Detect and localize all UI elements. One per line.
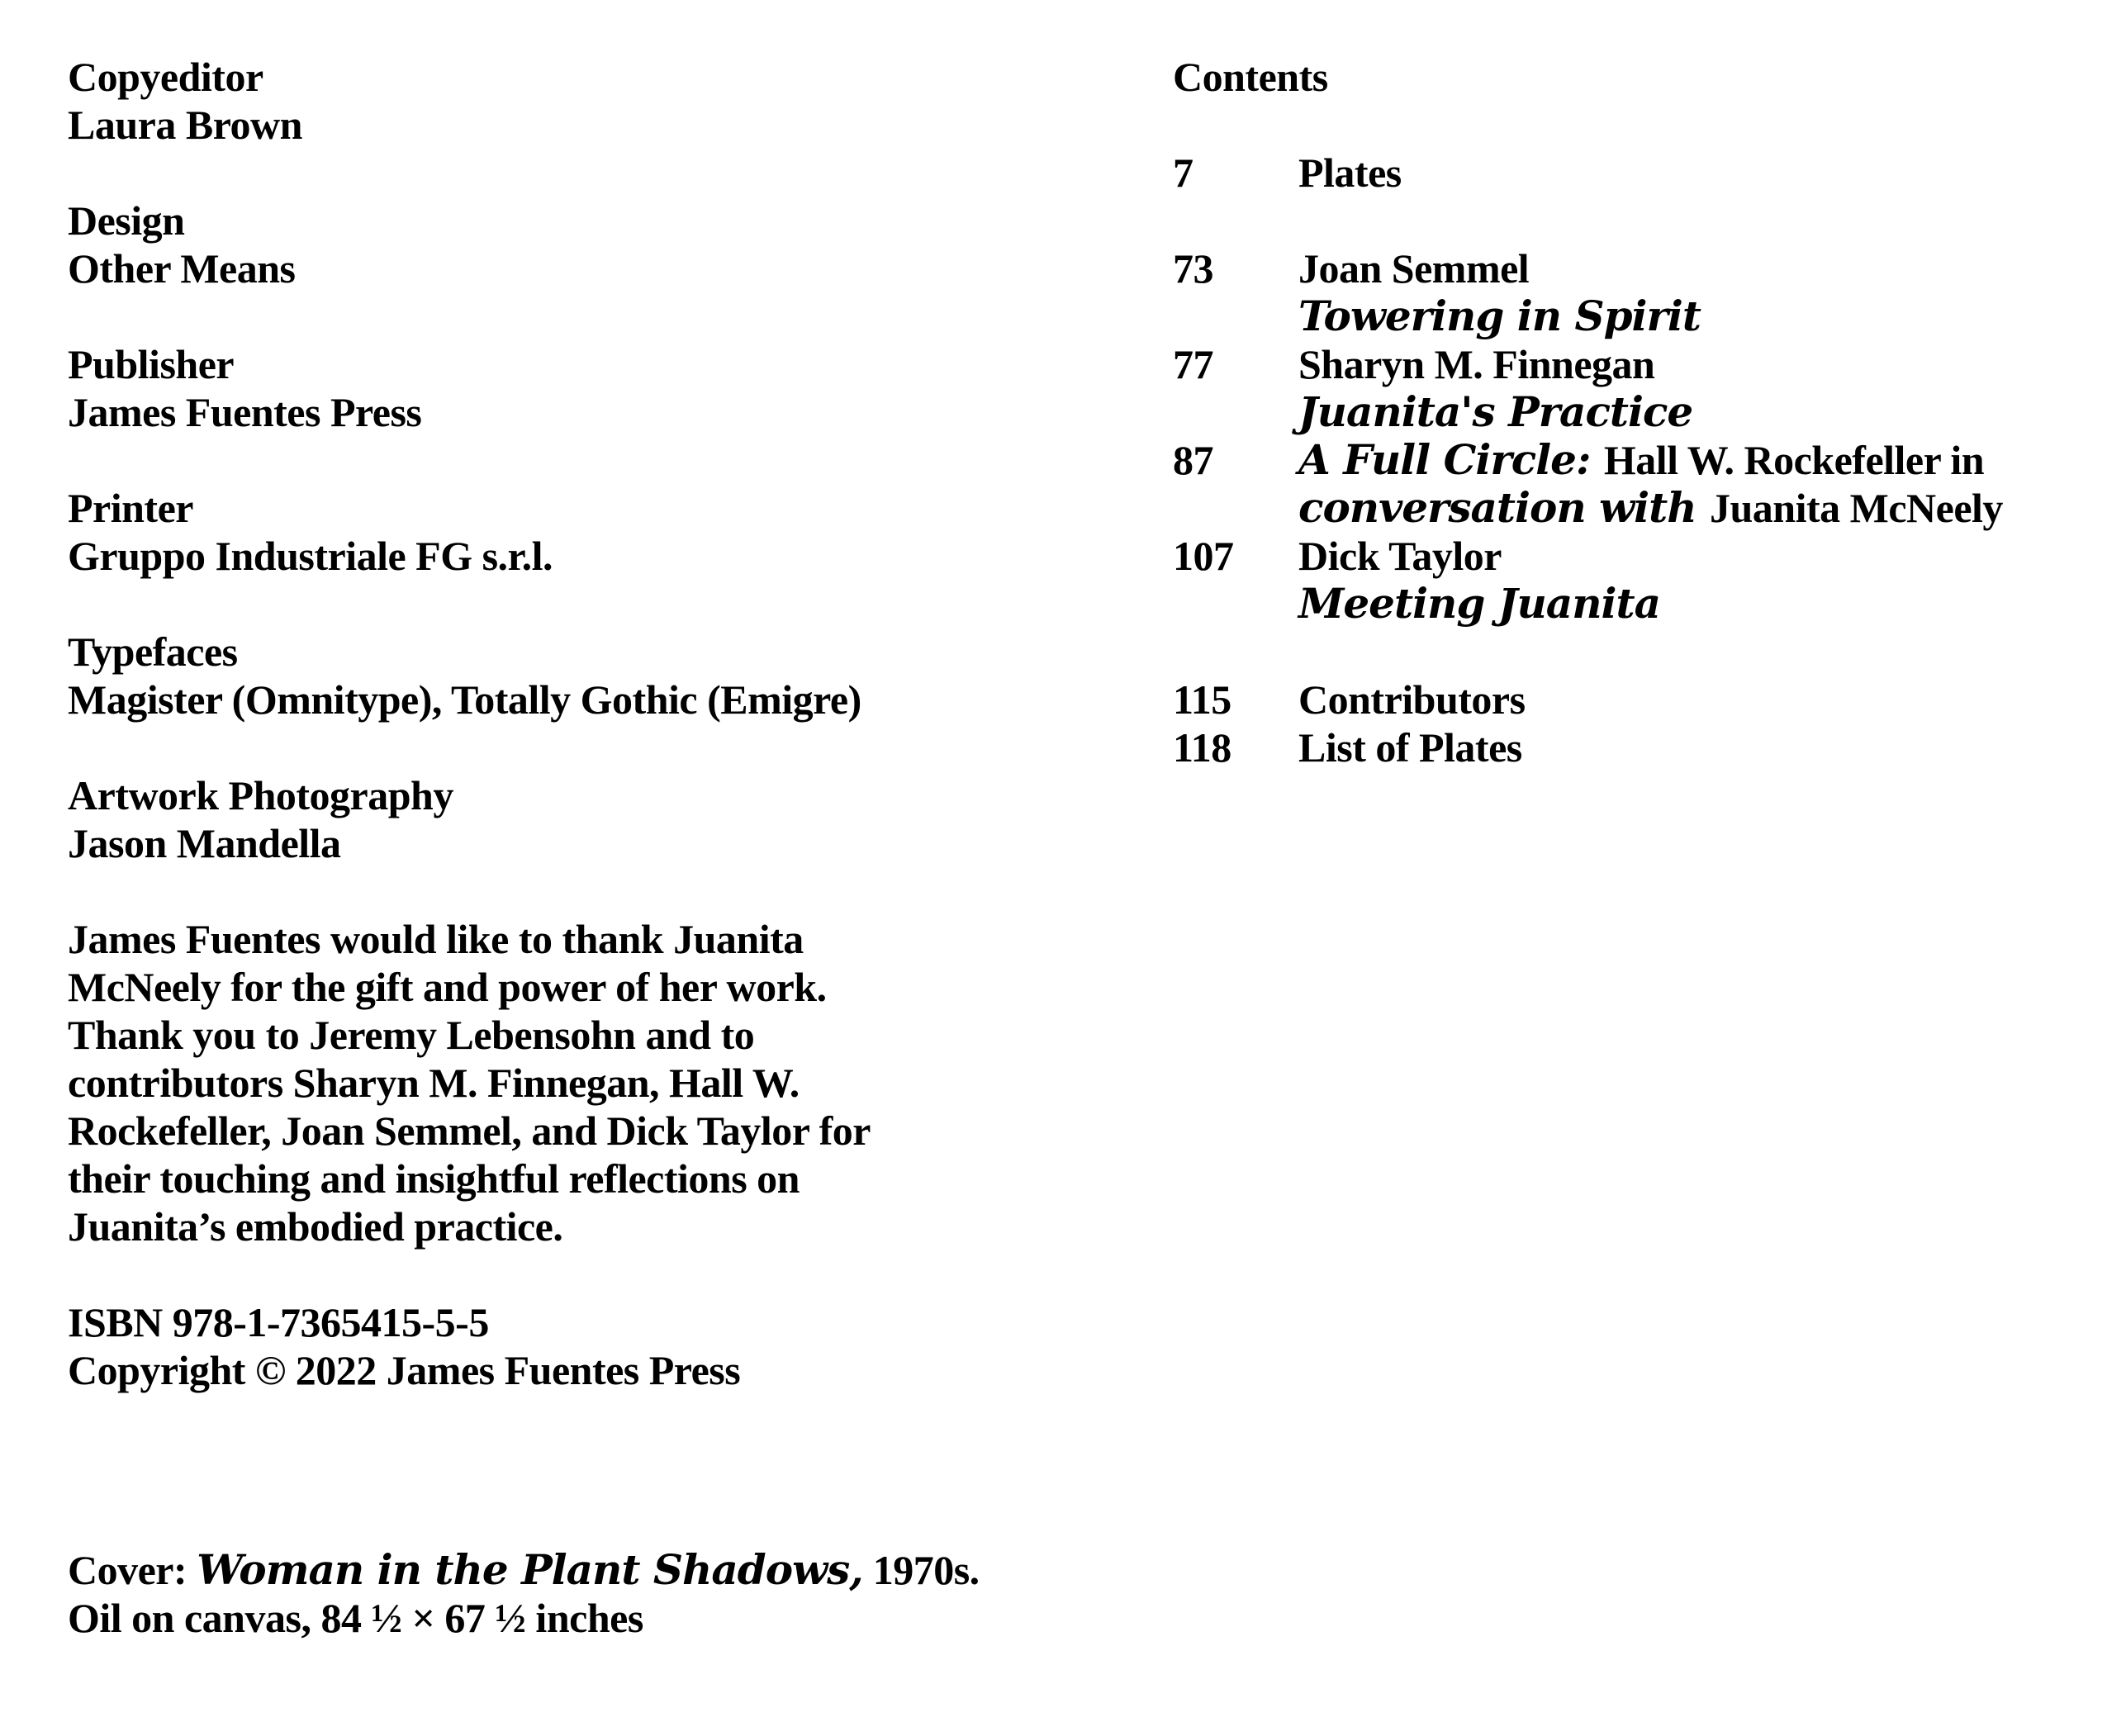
toc-entry-full-circle: [1173, 436, 2081, 532]
acknowledgment-line: their touching and insightful reflections on: [68, 1155, 800, 1202]
toc-entry-text: [1298, 149, 2081, 197]
toc-essay-title: Juanita's Practice: [1298, 387, 1693, 436]
credit-block-artwork-photography: [68, 771, 1108, 867]
cover-medium-line: Oil on canvas, 84 ½ × 67 ½ inches: [68, 1595, 643, 1641]
toc-entry-contributors: [1173, 676, 2081, 723]
credit-role: Copyeditor: [68, 54, 263, 100]
toc-page-number: 118: [1173, 724, 1231, 771]
credit-role: Design: [68, 197, 185, 244]
toc-page-number: 87: [1173, 437, 1213, 483]
toc-entry-text: [1298, 723, 2081, 771]
toc-entry-list-of-plates: [1173, 723, 2081, 771]
toc-entry-joan-semmel: [1173, 244, 2081, 340]
cover-artwork-title: Woman in the Plant Shadows,: [197, 1545, 863, 1594]
acknowledgment-line: McNeely for the gift and power of her work.: [68, 964, 827, 1010]
toc-mixed-line-2: [1298, 484, 2081, 532]
credit-role: Publisher: [68, 341, 235, 387]
toc-entry-sharyn-finnegan: [1173, 340, 2081, 436]
toc-entry-text: [1298, 532, 2081, 628]
toc-entry-title: Plates: [1298, 149, 1402, 196]
credit-name: Laura Brown: [68, 102, 302, 148]
credit-name: Magister (Omnitype), Totally Gothic (Emigre): [68, 676, 861, 723]
copyright-line: Copyright © 2022 James Fuentes Press: [68, 1347, 741, 1393]
isbn-line: ISBN 978-1-7365415-5-5: [68, 1299, 489, 1345]
acknowledgment-line: Rockefeller, Joan Semmel, and Dick Taylor for: [68, 1108, 871, 1154]
acknowledgment-line: Juanita’s embodied practice.: [68, 1203, 563, 1250]
credit-block-design: [68, 197, 1108, 292]
toc-entry-title: List of Plates: [1298, 724, 1522, 771]
toc-author-part: Hall W. Rockefeller in: [1603, 437, 1985, 483]
toc-essay-title: Towering in Spirit: [1298, 292, 1701, 340]
contents-column: [1173, 53, 2081, 771]
credit-name: Jason Mandella: [68, 820, 341, 866]
acknowledgment-line: contributors Sharyn M. Finnegan, Hall W.: [68, 1060, 800, 1106]
toc-entry-text: [1298, 244, 2081, 340]
toc-author: Sharyn M. Finnegan: [1298, 341, 1655, 387]
toc-author: Joan Semmel: [1298, 245, 1530, 292]
credit-role: Printer: [68, 485, 193, 531]
credit-name: Other Means: [68, 245, 296, 292]
credit-block-printer: [68, 484, 1108, 580]
credit-name: Gruppo Industriale FG s.r.l.: [68, 533, 553, 579]
acknowledgment-paragraph: [68, 915, 1108, 1250]
cover-caption: [68, 1546, 1108, 1642]
credit-block-copyeditor: [68, 53, 1108, 149]
toc-mixed-line-1: [1298, 436, 2081, 484]
toc-entry-plates: [1173, 149, 2081, 197]
toc-page-number: 107: [1173, 533, 1234, 579]
toc-entry-text: [1298, 676, 2081, 723]
contents-heading: Contents: [1173, 54, 1328, 100]
toc-essay-title: Meeting Juanita: [1298, 579, 1661, 628]
toc-author: Dick Taylor: [1298, 533, 1502, 579]
cover-year: 1970s.: [862, 1547, 980, 1593]
acknowledgment-line: Thank you to Jeremy Lebensohn and to: [68, 1012, 755, 1058]
credit-name: James Fuentes Press: [68, 389, 422, 435]
cover-caption-line-1: [68, 1546, 1108, 1594]
toc-page-number: 7: [1173, 149, 1193, 196]
toc-essay-title-part: A Full Circle:: [1298, 435, 1604, 484]
toc-entry-dick-taylor: [1173, 532, 2081, 628]
toc-page-number: 115: [1173, 676, 1231, 723]
credit-block-typefaces: [68, 628, 1108, 723]
toc-entry-text: [1298, 340, 2081, 436]
isbn-copyright-block: [68, 1298, 1108, 1394]
toc-page-number: 77: [1173, 341, 1213, 387]
credit-role: Artwork Photography: [68, 772, 453, 818]
credit-role: Typefaces: [68, 628, 238, 675]
toc-essay-title-part: conversation with: [1298, 483, 1710, 532]
toc-entry-text: [1298, 436, 2081, 532]
toc-entry-title: Contributors: [1298, 676, 1526, 723]
colophon-column: [68, 53, 1108, 1642]
toc-page-number: 73: [1173, 245, 1213, 292]
acknowledgment-line: James Fuentes would like to thank Juanita: [68, 916, 804, 962]
credit-block-publisher: [68, 340, 1108, 436]
toc-author-part: Juanita McNeely: [1710, 485, 2003, 531]
cover-prefix: Cover:: [68, 1547, 197, 1593]
